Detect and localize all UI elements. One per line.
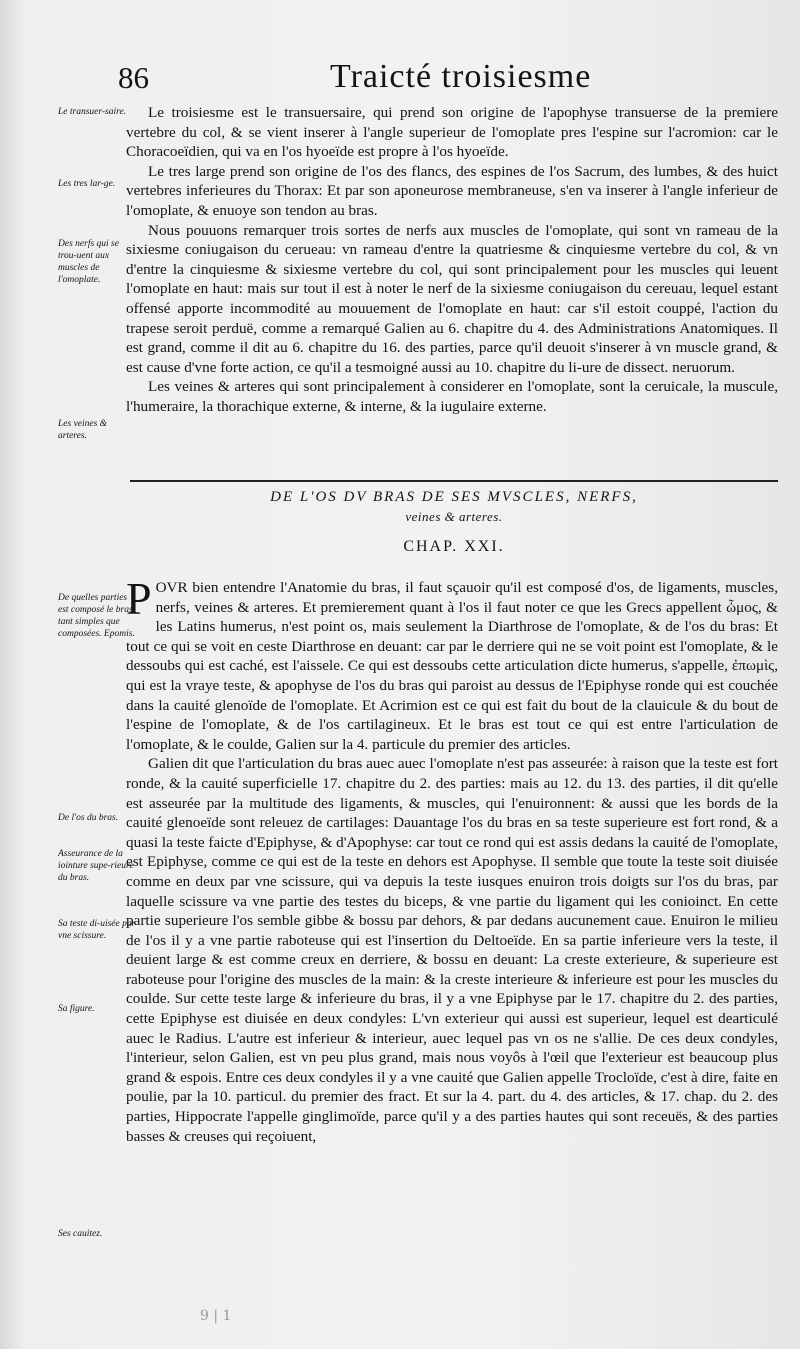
paragraph-tres-large: Le tres large prend son origine de l'os des flancs, des espines de l'os Sacrum, des lumbes, & des huict vertebres inferieures du Thorax: Et par son aponeurose membraneuse, s'en va inserer à l'angle inferieur de l'omoplate, & enuoye son tendon au bras. [126, 162, 778, 219]
margin-note: Sa teste di-uisée par vne scissure. [58, 919, 136, 941]
paragraph-nerfs: Nous pouuons remarquer trois sortes de nerfs aux muscles de l'omoplate, qui sont vn rameau de la sixiesme coniugaison du cerueau: vn rameau d'entre la quatriesme & cinquiesme vertebre du col, & vn d'entre la cinquiesme & sixiesme vertebre du col, qui sont principalement pour les muscles qui leuent l'omoplate en haut: mais sur tout il est à noter le nerf de la sixiesme coniugaison du cereuau, lequel estant offensé apporte incommodité au mouuement de l'omoplate en haut: car s'il estoit couppé, l'action du trapese seroit perduë, comme a remarqué Galien au 6. chapitre du 4. des Administrations Anatomiques. Il est grand, comme il dit au 6. chapitre du 16. des parties, parce qu'il deuoit s'inserer à vn muscle grand, & est cause d'vne forte action, ce qu'il a tesmoigné aussi au 10. chapitre du li-ure de dissect. neruorum. [126, 221, 778, 376]
paragraph-pour-bien-text: OVR bien entendre l'Anatomie du bras, il faut sçauoir qu'il est composé d'os, de ligaments, muscles, nerfs, veines & arteres. Et premierement quant à l'os il faut noter ce que les Grecs appellent ὦμος, & les Latins humerus, n'est point os, mais seulement la Diarthrose de l'omoplate, & de l'os du bras: Et tout ce qui se voit en ceste Diarthrose en deuant: car par le derriere qui ne se voit point est l'omoplate, & le dessoubs qui est caché, est l'aissele. Ce qui est dessoubs cette articulation dicte humerus, s'appelle, ἐπωμὶς, qui est la vraye teste, & apophyse de l'os du bras qui paroist au dessus de l'Epiphyse ronde qui est couchée dans la cauité glenoïde de l'omoplate. Et Acrimion est ce qui est fait du bout de la clauicule & du bout de l'espine de l'omoplate, & de l'os cartilagineux. Et le bras est tout ce qui est entre l'articulation de l'omoplate, & le coulde, Galien sur la 4. particule du premier des articles. [126, 579, 778, 753]
page-header [0, 58, 800, 108]
margin-note: Des nerfs qui se trou-uent aux muscles de l'omoplate. [58, 239, 119, 285]
margin-note: De quelles parties est composé le bras tant simples que composées. Epomis. [58, 593, 135, 639]
section-rule [130, 480, 778, 482]
drop-cap: P [126, 573, 152, 624]
section-title-line1: DE L'OS DV BRAS DE SES MVSCLES, NERFS, [270, 489, 638, 505]
paragraph-veines: Les veines & arteres qui sont principalement à considerer en l'omoplate, sont la ceruicale, la muscule, l'humeraire, la thorachique externe, & interne, & la iugulaire externe. [126, 378, 778, 415]
margin-note: Asseurance de la iointure supe-rieure du bras. [58, 849, 134, 883]
margin-note: Ses cauitez. [58, 1229, 103, 1239]
text-block-lower [126, 573, 778, 1146]
section-title [130, 487, 778, 527]
margin-note: Sa figure. [58, 1004, 95, 1014]
paragraph-transuersaire: Le troisiesme est le transuersaire, qui prend son origine de l'apophyse transuerse de la premiere vertebre du col, & se vient inserer à l'angle superieur de l'omoplate pres l'espine sur l'acromion: car le Choracoeïdien, qui va en l'os hyoeïde est propre à l'os hyoeïde. [126, 104, 778, 161]
margin-note: De l'os du bras. [58, 813, 119, 823]
paragraph-galien: Galien dit que l'articulation du bras auec auec l'omoplate n'est pas asseurée: à raison que la teste est fort ronde, & la cauité superficielle 17. chapitre du 2. des parties: mais au 12. du 13. des parties, il dit qu'elle est asseurée par la multitude des ligaments, & muscles, qui l'enuironnent: & aussi que les bords de la cauité glenoeïde sont releuez de cartilages: Dauantage l'os du bras en sa teste superieure est fort rond, & a quasi la teste faicte d'Epiphyse, & d'Apophyse: car tout ce rond qui est assis dedans la cauité de l'omoplate, est Epiphyse, comme ce qui est de la teste en dehors est Apophyse. Il semble que toute la teste soit diuisée comme en deux par vne scissure, qui va depuis la teste iusques enuiron trois doigts sur l'os du bras, par laquelle scissure va vne partie des testes du biceps, & vne partie du ligament qui les conioinct. En cette partie superieure l'os semble gibbe & bossu par dehors, & par dedans aucunement caue. Enuiron le milieu de l'os il y a vne partie raboteuse qui est l'insertion du Deltoeïde. En sa partie inferieure vers la teste, il deuient large & est comme creux en derriere, & bossu en deuant: La creste exterieure, & superieure est raboteuse pour l'origine des muscles de la main: & la creste interieure & inferieure est pour les muscles du coulde. Sur cette teste large & inferieure du bras, il y a vne Epiphyse par le 17. chapitre du 2. des parties, cette Epiphyse est diuisée en deux condyles: L'vn exterieur qui aussi est superieur, lequel est dearticulé auec le Radius. L'autre est inferieur & interieur, auec lequel pas vn os ne s'allie. De ces deux condyles, l'interieur, selon Galien, est vn peu plus grand, mais nous voyôs à l'œil que l'exterieur est beaucoup plus grand & espois. Entre ces deux condyles il y a vne cauité que Galien appelle Trocloïde, c'est à dire, faite en poulie, par la 10. particul. du premier des fract. Et sur la 4. part. du 4. des articles, & 17. chap. du 2. des parties, Hippocrate l'appelle ginglimoïde, parce qu'il y a des parties hautes qui sont receuës, & des parties basses & creuses qui reçoiuent, [126, 755, 778, 1145]
margin-note: Le transuer-saire. [58, 107, 127, 117]
text-block-upper [126, 103, 778, 417]
paragraph-pour-bien [126, 573, 778, 754]
running-title: Traicté troisiesme [330, 58, 592, 95]
section-title-line2: veines & arteres. [405, 509, 503, 524]
margin-note: Les tres lar-ge. [58, 179, 116, 189]
page-number: 86 [118, 60, 149, 95]
margin-note: Les veines & arteres. [58, 419, 108, 441]
chapter-heading: CHAP. XXI. [403, 538, 505, 555]
page-footer-mark: 9 | 1 [200, 1308, 232, 1324]
